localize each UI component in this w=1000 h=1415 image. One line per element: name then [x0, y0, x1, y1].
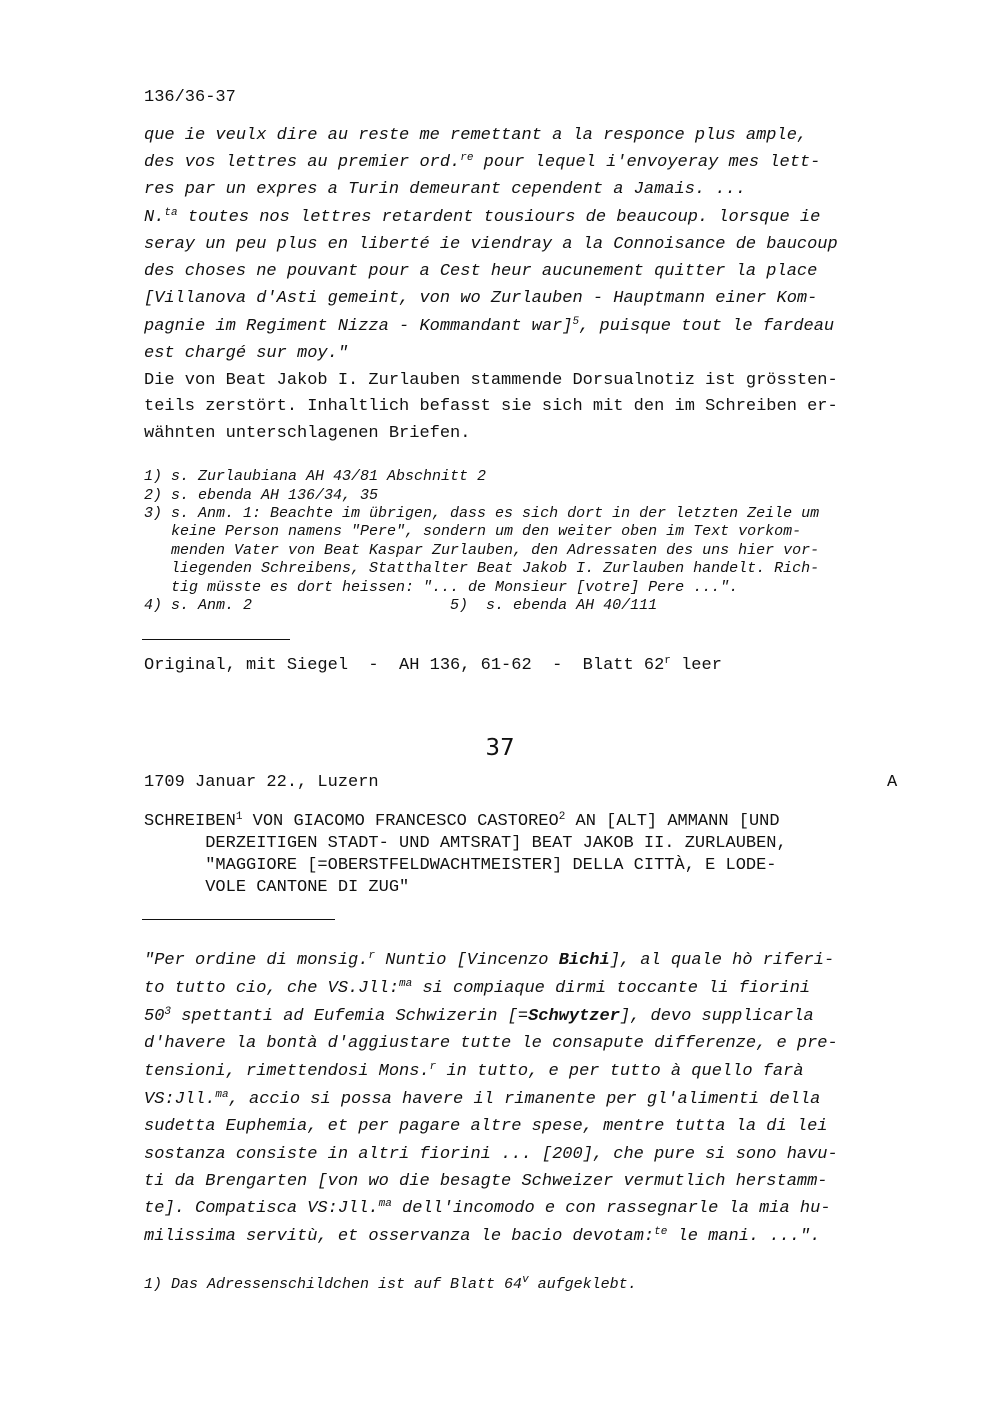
quote-line: des vos lettres au premier ord.$^{re}$ pour lequel i'envoyeray mes lett-: [144, 152, 821, 172]
document-number: 37: [485, 735, 515, 761]
footnote-line: tig müsste es dort heissen: "... de Monsieur [votre] Pere ...".: [144, 579, 739, 596]
quote-line: pagnie im Regiment Nizza - Kommandant war]$^5$, puisque tout le fardeau: [144, 316, 835, 336]
footnote-line: menden Vater von Beat Kaspar Zurlauben, den Adressaten des uns hier vor-: [144, 542, 820, 559]
letter-line: $50^3$ spettanti ad Eufemia Schwizerin [=Schwytzer], devo supplicarla: [144, 1006, 814, 1026]
section-rule: [142, 919, 335, 920]
dorsual-line: teils zerstört. Inhaltlich befasst sie sich mit den im Schreiben er-: [144, 397, 838, 416]
date-line: 1709 Januar 22., Luzern: [144, 773, 379, 792]
section-rule: [142, 639, 290, 640]
footnote-line: 1) Das Adressenschildchen ist auf Blatt 64$^v$ aufgeklebt.: [144, 1274, 637, 1293]
footnote-line: liegenden Schreibens, Statthalter Beat Jakob I. Zurlauben handelt. Rich-: [144, 560, 820, 577]
letter-line: te]. Compatisca VS:Jll.$^{ma}$ dell'incomodo e con rassegnarle la mia hu-: [144, 1198, 831, 1218]
footnote-line: 3) s. Anm. 1: Beachte im übrigen, dass es sich dort in der letzten Zeile um: [144, 505, 820, 522]
quote-line: des choses ne pouvant pour a Cest heur aucunement quitter la place: [144, 262, 818, 281]
quote-line: est chargé sur moy.": [144, 344, 349, 363]
source-line: Original, mit Siegel - AH 136, 61-62 - Blatt 62$^r$ leer: [144, 655, 722, 675]
title-line: DERZEITIGEN STADT- UND AMTSRAT] BEAT JAKOB II. ZURLAUBEN,: [144, 834, 787, 853]
title-line: "MAGGIORE [=OBERSTFELDWACHTMEISTER] DELLA CITTÀ, E LODE-: [144, 856, 777, 875]
quote-line: [Villanova d'Asti gemeint, von wo Zurlauben - Hauptmann einer Kom-: [144, 289, 818, 308]
title-line: VOLE CANTONE DI ZUG": [144, 878, 410, 897]
letter-line: sudetta Euphemia, et per pagare altre spese, mentre tutta la di lei: [144, 1117, 828, 1136]
quote-line: N.$^{ta}$ toutes nos lettres retardent tousiours de beaucoup. lorsque ie: [144, 207, 821, 227]
footnote-line: 4) s. Anm. 2 5) s. ebenda AH 40/111: [144, 597, 658, 614]
letter-line: milissima servitù, et osservanza le bacio devotam:$^{te}$ le mani. ...".: [144, 1226, 821, 1246]
quote-line: res par un expres a Turin demeurant cependent a Jamais. ...: [144, 180, 746, 199]
footnote-line: keine Person namens "Pere", sondern um den weiter oben im Text vorkom-: [144, 523, 802, 540]
dorsual-line: Die von Beat Jakob I. Zurlauben stammende Dorsualnotiz ist grössten-: [144, 371, 838, 390]
quote-line: seray un peu plus en liberté ie viendray a la Connoisance de baucoup: [144, 235, 838, 254]
letter-line: VS:Jll.$^{ma}$, accio si possa havere il rimanente per gl'alimenti della: [144, 1089, 821, 1109]
letter-line: ti da Brengarten [von wo die besagte Schweizer vermutlich herstamm-: [144, 1172, 828, 1191]
dorsual-line: wähnten unterschlagenen Briefen.: [144, 424, 471, 443]
letter-line: sostanza consiste in altri fiorini ... [200], che pure si sono havu-: [144, 1145, 838, 1164]
date-code: A: [887, 773, 898, 792]
quote-line: que ie veulx dire au reste me remettant a la responce plus ample,: [144, 126, 808, 145]
letter-line: tensioni, rimettendosi Mons.$^r$ in tutto, e per tutto à quello farà: [144, 1061, 804, 1081]
footnote-line: 2) s. ebenda AH 136/34, 35: [144, 487, 379, 504]
letter-line: "Per ordine di monsig.$^r$ Nuntio [Vincenzo Bichi], al quale hò riferi-: [144, 950, 835, 970]
title-line: SCHREIBEN$^1$ VON GIACOMO FRANCESCO CASTOREO$^2$ AN [ALT] AMMANN [UND: [144, 811, 780, 831]
letter-line: to tutto cio, che VS.Jll:$^{ma}$ si compiaque dirmi toccante li fiorini: [144, 978, 811, 998]
letter-line: d'havere la bontà d'aggiustare tutte le consapute differenze, e pre-: [144, 1034, 838, 1053]
footnote-line: 1) s. Zurlaubiana AH 43/81 Abschnitt 2: [144, 468, 487, 485]
page-header: 136/36-37: [144, 88, 236, 107]
